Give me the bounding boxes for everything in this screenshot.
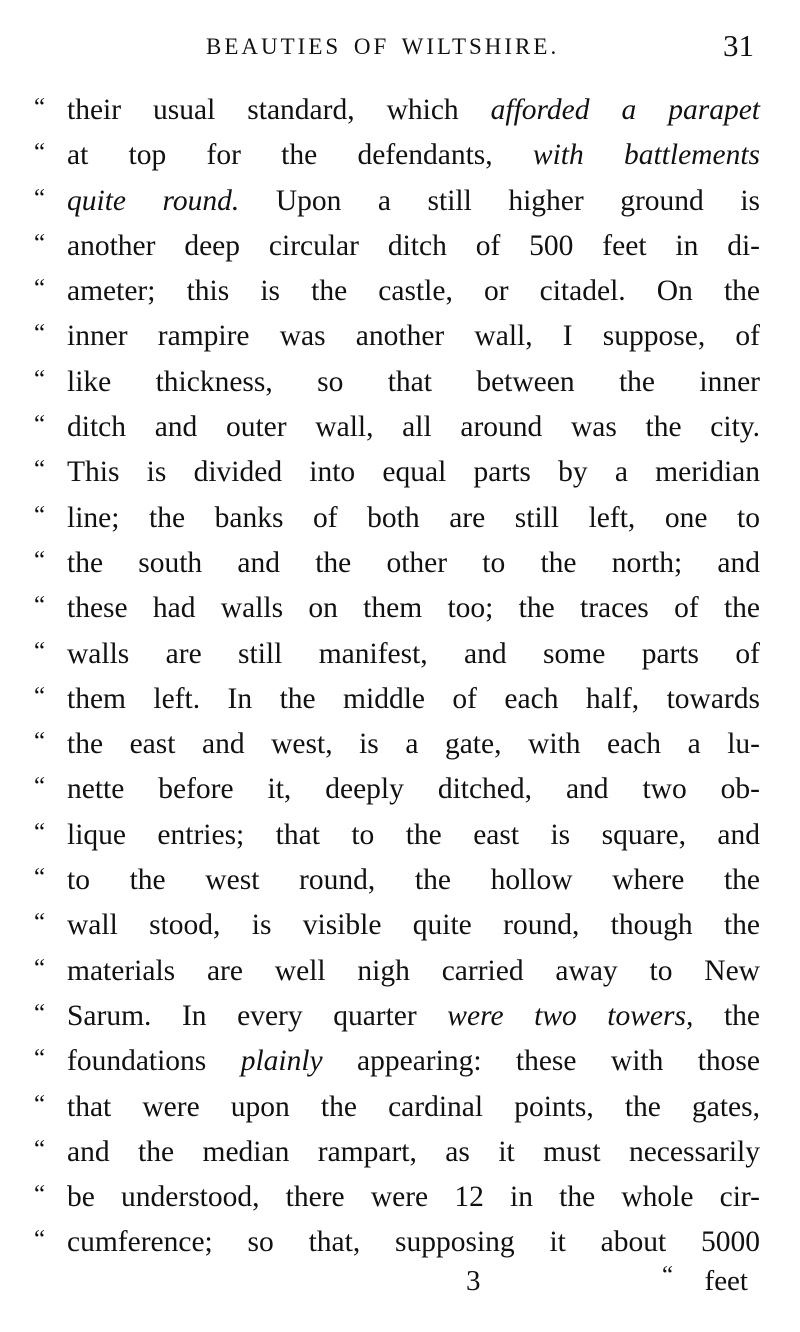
italic-segment: with battlements: [532, 139, 760, 172]
text-segment: This is divided into equal parts by a meridian: [67, 456, 760, 489]
text-line: [34, 858, 760, 903]
line-text: [67, 903, 760, 948]
quote-mark: “: [34, 864, 46, 892]
text-line: [34, 1085, 760, 1130]
text-segment: nette before it, deeply ditched, and two ob-: [67, 773, 760, 806]
text-segment: materials are well nigh carried away to New: [67, 954, 760, 987]
line-text: [67, 133, 760, 178]
text-line: [34, 496, 760, 541]
text-segment: line; the banks of both are still left, one to: [67, 501, 760, 534]
quote-mark: “: [34, 954, 46, 982]
line-text: [67, 632, 760, 677]
line-text: [67, 496, 760, 541]
text-segment: their usual standard, which: [67, 94, 491, 126]
italic-segment: quite round.: [67, 184, 240, 217]
text-segment: foundations: [67, 1045, 241, 1078]
line-text: [67, 1130, 760, 1175]
quote-mark: “: [34, 94, 46, 121]
quote-mark: “: [34, 501, 46, 529]
italic-segment: were two towers,: [447, 999, 694, 1032]
quote-mark: “: [34, 546, 46, 574]
quote-mark: “: [34, 139, 46, 167]
line-text: [67, 541, 760, 586]
signature-mark: 3: [466, 1265, 481, 1297]
quote-mark: “: [34, 637, 46, 665]
text-segment: ditch and outer wall, all around was the city.: [67, 411, 760, 444]
page-number: 31: [723, 28, 754, 63]
text-line: [34, 224, 760, 269]
text-segment: at top for the defendants,: [67, 139, 533, 172]
text-line: [34, 813, 760, 858]
text-line: [34, 133, 760, 178]
text-line: [34, 722, 760, 767]
line-text: [67, 314, 760, 359]
line-text: [67, 994, 760, 1039]
text-segment: wall stood, is visible quite round, though the: [67, 909, 760, 942]
quote-mark: “: [34, 728, 46, 756]
text-segment: to the west round, the hollow where the: [67, 864, 760, 897]
quote-mark: “: [34, 229, 46, 257]
line-text: [67, 224, 760, 269]
text-segment: the east and west, is a gate, with each a lu-: [67, 728, 760, 761]
text-line: [34, 360, 760, 405]
line-text: [67, 767, 760, 812]
line-text: [67, 88, 760, 133]
running-title: BEAUTIES OF WILTSHIRE.: [206, 34, 560, 59]
text-segment: another deep circular ditch of 500 feet in di-: [67, 229, 760, 262]
text-segment: the south and the other to the north; and: [67, 546, 760, 579]
quote-mark: “: [34, 1226, 46, 1254]
text-segment: be understood, there were 12 in the whole cir-: [67, 1181, 760, 1214]
text-segment: these had walls on them too; the traces of the: [67, 592, 760, 625]
quote-mark: “: [34, 456, 46, 484]
running-head: [60, 28, 762, 68]
quote-mark: “: [34, 999, 46, 1027]
line-text: [67, 360, 760, 405]
text-line: [34, 1220, 760, 1265]
text-segment: and the median rampart, as it must necessarily: [67, 1135, 760, 1168]
quote-mark: “: [34, 1135, 46, 1163]
line-text: [67, 1220, 760, 1265]
text-line: [34, 903, 760, 948]
text-segment: Sarum. In every quarter: [67, 999, 448, 1032]
text-line: [34, 767, 760, 812]
text-line: [34, 586, 760, 631]
catchword-quote-mark: “: [662, 1262, 674, 1289]
quote-mark: “: [34, 275, 46, 303]
quote-mark: “: [34, 1090, 46, 1118]
text-line: [34, 179, 760, 224]
text-segment: Upon a still higher ground is: [239, 184, 760, 217]
text-line: [34, 632, 760, 677]
line-text: [67, 677, 760, 722]
italic-segment: plainly: [240, 1045, 323, 1078]
line-text: [67, 813, 760, 858]
quote-mark: “: [34, 682, 46, 710]
text-line: [34, 949, 760, 994]
text-line: [34, 541, 760, 586]
line-text: [67, 1175, 760, 1220]
text-segment: inner rampire was another wall, I suppose, of: [67, 320, 760, 353]
text-line: [34, 994, 760, 1039]
line-text: [67, 858, 760, 903]
text-line: [34, 1039, 760, 1084]
text-segment: walls are still manifest, and some parts of: [67, 637, 760, 670]
quote-mark: “: [34, 320, 46, 348]
quote-mark: “: [34, 1181, 46, 1209]
text-segment: appearing: these with those: [322, 1045, 761, 1078]
line-text: [67, 1085, 760, 1130]
text-segment: that were upon the cardinal points, the gates,: [67, 1090, 760, 1123]
text-line: [34, 405, 760, 450]
line-text: [67, 722, 760, 767]
quote-mark: “: [34, 184, 46, 212]
text-line: [34, 450, 760, 495]
quote-mark: “: [34, 365, 46, 393]
body-text: [34, 88, 760, 1266]
text-line: [34, 314, 760, 359]
line-text: [67, 1039, 760, 1084]
text-line: [34, 677, 760, 722]
quote-mark: “: [34, 411, 46, 439]
text-line: [34, 88, 760, 133]
page-footer: [34, 1262, 760, 1310]
text-line: [34, 269, 760, 314]
catchword: feet: [704, 1265, 748, 1297]
text-line: [34, 1175, 760, 1220]
quote-mark: “: [34, 1045, 46, 1073]
text-segment: them left. In the middle of each half, towards: [67, 682, 760, 715]
text-segment: cumference; so that, supposing it about 5000: [67, 1226, 760, 1259]
line-text: [67, 450, 760, 495]
text-segment: like thickness, so that between the inner: [67, 365, 760, 398]
line-text: [67, 949, 760, 994]
quote-mark: “: [34, 818, 46, 846]
line-text: [67, 586, 760, 631]
text-segment: the: [693, 999, 760, 1032]
text-segment: ameter; this is the castle, or citadel. On the: [67, 275, 760, 308]
italic-segment: afforded a parapet: [490, 94, 760, 126]
text-segment: lique entries; that to the east is square, and: [67, 818, 760, 851]
quote-mark: “: [34, 909, 46, 937]
line-text: [67, 269, 760, 314]
line-text: [67, 179, 760, 224]
line-text: [67, 405, 760, 450]
quote-mark: “: [34, 592, 46, 620]
text-line: [34, 1130, 760, 1175]
quote-mark: “: [34, 773, 46, 801]
